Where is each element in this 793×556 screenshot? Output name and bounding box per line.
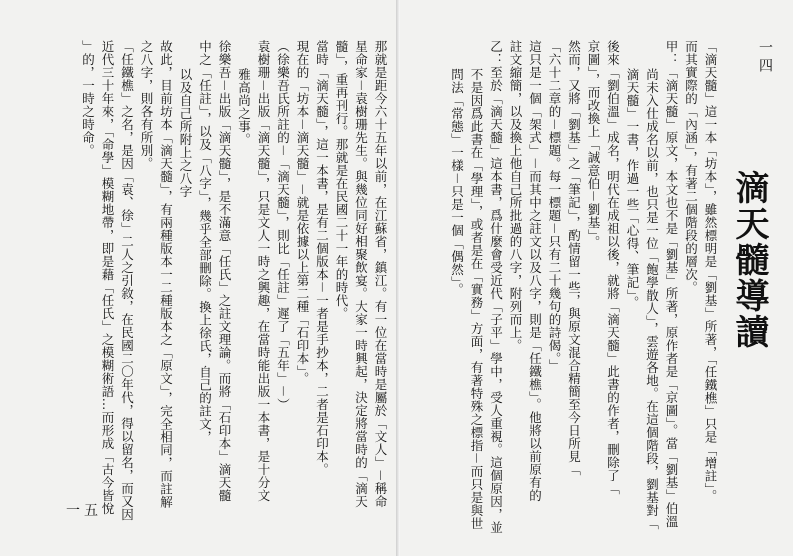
page-number: 一四 <box>757 40 773 76</box>
text-column: 乙：至於「滴天髓」這本書，爲什麼會受近代「子平」學中，受人重視。這個原因，並 <box>488 40 504 534</box>
text-column: 之八字，則各有所別。 <box>139 40 154 170</box>
text-column: 而其實際的「內涵」，有著二個階段的層次。 <box>683 40 699 294</box>
text-column: 那就是距今六十五年以前，在江蘇省，鎮江。有一位在當時是屬於「文人」－稱命 <box>373 40 388 509</box>
text-column: 近代三十年來，「命學」模糊地帶，即是藉「任氏」之模糊術語…而形成「古今皆悅 <box>100 40 115 515</box>
page-number: 一五 <box>66 503 102 519</box>
text-column: 然而，又將「劉基」之「筆記」，酌情留一些，與原文混合精簡至今日所見「 <box>566 40 582 476</box>
text-column: 現在的「坊本－滴天髓」－就是依據以上第二種「石印本」。 <box>295 40 310 385</box>
text-column: 甲：「滴天髓」原文，本文也不是「劉基」所著，原作者是「京圖」。當「劉基」伯溫 <box>664 40 679 528</box>
text-column: 「任鐵樵」之名，是因「袁、徐」二人之引敘，在民國二〇年代，得以留名，而又因 <box>119 40 135 521</box>
right-page-text <box>420 40 720 534</box>
text-column: 這只是一個「架式」－而其中之註文以及八字，則是「任鐵樵」。他將以前原有的 <box>527 40 543 502</box>
text-column: 雅高尚之事。 <box>236 67 252 146</box>
text-column: 問法「常態」一樣－只是一個「偶然」。 <box>449 67 465 296</box>
text-column: 「六十二章的－標題。每一標題－只有二十幾句的詩偈。」 <box>547 40 562 372</box>
text-column: 註文縮簡，以及換上他自己所批過的八字，附列而上。 <box>508 40 523 352</box>
text-column: 不是因爲此書在「學理」，或者是在「實務」方面，有著特殊之標指－而只是與世 <box>469 67 484 530</box>
text-column: 「滴天髓」這一本「坊本」，雖然標明是「劉基」所著，「任鐵樵」只是「增註」。 <box>703 40 718 503</box>
text-column: 」的，一時之時命。 <box>80 40 96 157</box>
text-column: 後來「劉伯溫」成名，明代在成祖以後，就將「滴天髓」此書的作者，刪除了「 <box>605 40 621 495</box>
text-column: 故此，目前坊本「滴天髓」，有兩種版本一二種版本之「原文」，完全相同，而註解 <box>158 40 174 509</box>
text-column: 以及自己所附上之八字 <box>178 67 193 198</box>
text-column: 中之「任註」，以及「八字」，幾乎全部刪除。換上徐氏，自己的註文， <box>197 40 213 444</box>
chapter-title: 滴天髓導讀 <box>729 170 769 350</box>
text-column: 袁樹珊－出版「滴天髓」，只是文人一時之興趣，在當時能出版一本書，是十分文 <box>256 40 271 502</box>
text-column: 當時「滴天髓」，這一本書，是有二個版本－一者是手抄本，二者是石印本。 <box>314 40 330 476</box>
text-column: 京圖」，而改換上「誠意伯－劉基」。 <box>586 40 601 249</box>
text-column: （徐樂吾氏所註的－「滴天髓」，則比「任註」遲了「五年」－） <box>275 40 291 411</box>
text-column: 徐樂吾－出版「滴天髓」，是不滿意「任氏」之註文理論。而將「石印本」滴天髓 <box>217 40 232 502</box>
text-column: 星命家－袁樹珊先生。與幾位同好相聚飲宴。大家一時興起，決定將當時的「滴天 <box>353 40 369 509</box>
left-page-text <box>78 40 390 520</box>
text-column: 尚未入仕成名以前，也只是一位「飽學散人」，雲遊各地。在這個階段，劉基對「 <box>644 67 660 530</box>
right-page <box>400 0 793 556</box>
text-column: 髓」，重再刊行。那就是在民國二十一年的時代。 <box>334 40 349 320</box>
text-column: 滴天髓」一書，作過一些「心得、筆記」。 <box>625 67 640 309</box>
